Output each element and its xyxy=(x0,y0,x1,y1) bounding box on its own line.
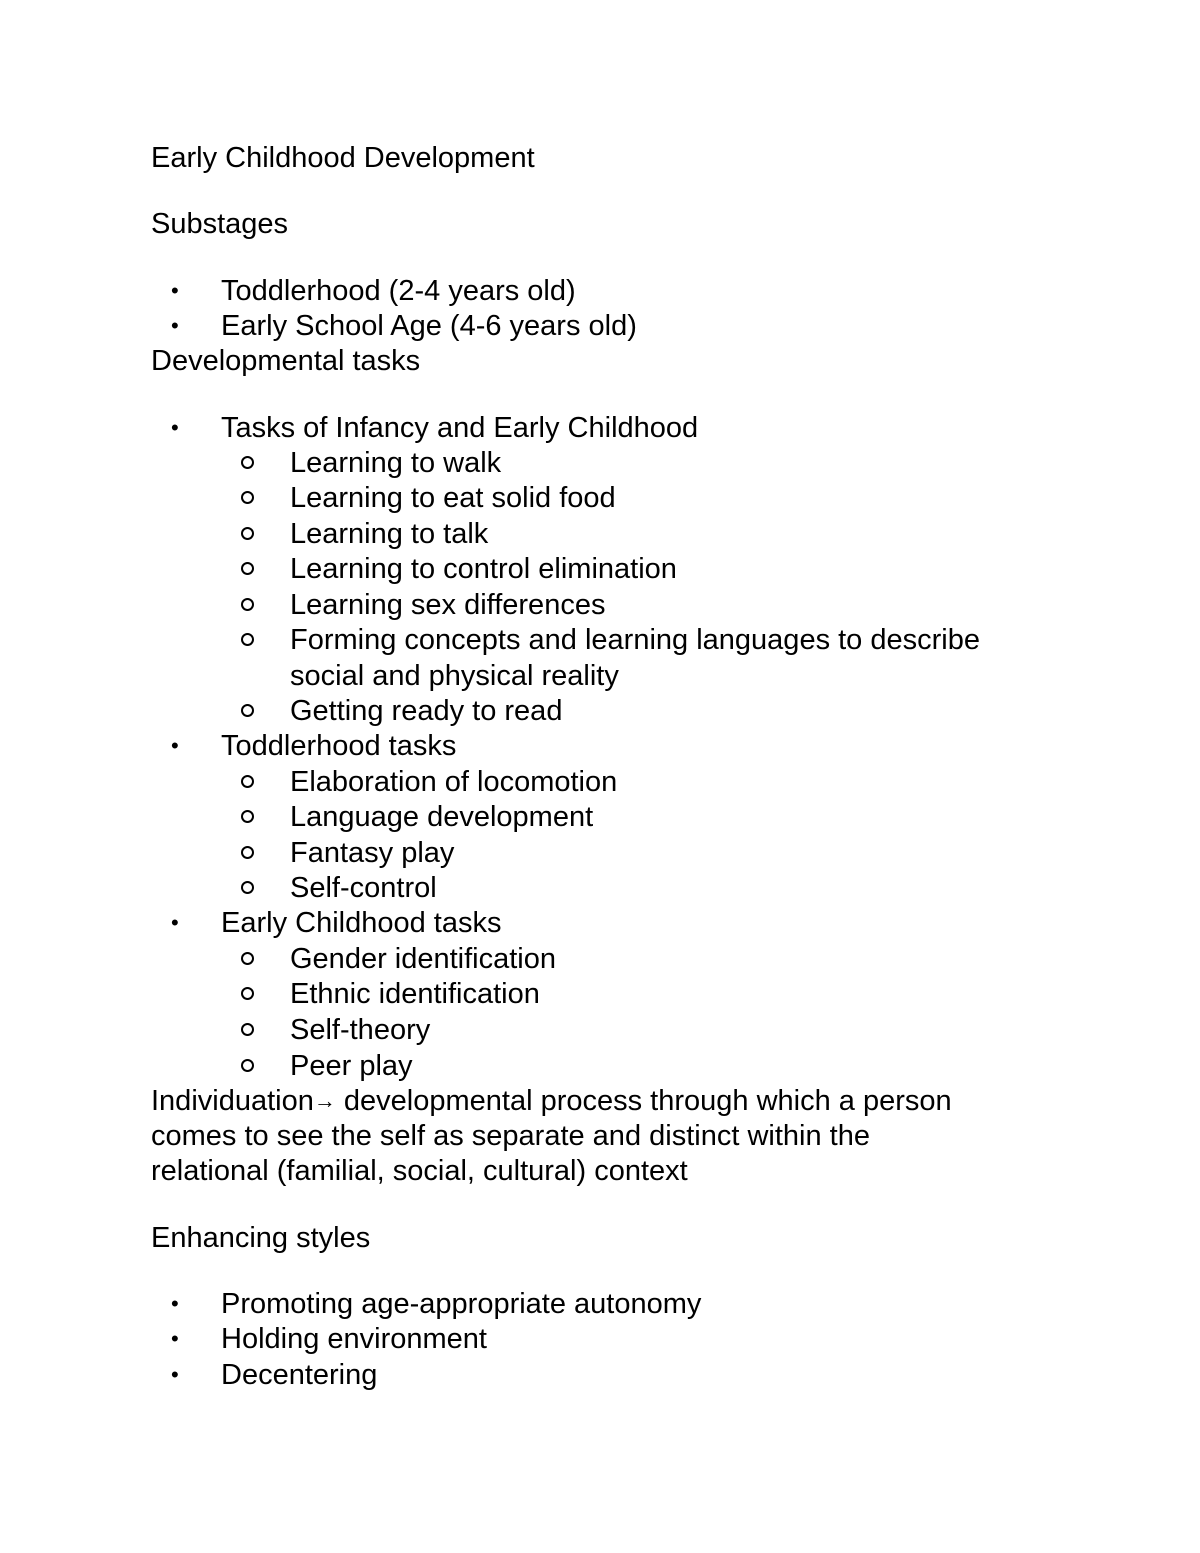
circle-bullet-icon xyxy=(241,1059,254,1072)
sub-list-item-text: social and physical reality xyxy=(290,660,619,692)
right-arrow-icon: → xyxy=(313,1088,336,1113)
bullet-icon: • xyxy=(171,415,179,440)
circle-bullet-icon xyxy=(241,633,254,646)
bullet-icon: • xyxy=(171,278,179,303)
list-item-text: Decentering xyxy=(221,1359,378,1391)
circle-bullet-icon xyxy=(241,810,254,823)
enhancing-heading: Enhancing styles xyxy=(151,1222,371,1254)
sub-list-item-text: Fantasy play xyxy=(290,837,455,869)
bullet-icon: • xyxy=(171,733,179,758)
sub-list-item-text: Learning to control elimination xyxy=(290,553,677,585)
list-item-text: Tasks of Infancy and Early Childhood xyxy=(221,412,699,444)
sub-list-item-text: Getting ready to read xyxy=(290,695,563,727)
sub-list-item-text: Elaboration of locomotion xyxy=(290,766,618,798)
bullet-icon: • xyxy=(171,1291,179,1316)
circle-bullet-icon xyxy=(241,846,254,859)
circle-bullet-icon xyxy=(241,562,254,575)
list-item-text: Early School Age (4-6 years old) xyxy=(221,310,637,342)
list-item-text: Toddlerhood tasks xyxy=(221,730,457,762)
individuation-definition-line-1 xyxy=(151,1083,952,1119)
sub-list-item-text: Gender identification xyxy=(290,943,556,975)
sub-list-item-text: Language development xyxy=(290,801,594,833)
substages-heading: Substages xyxy=(151,208,289,240)
bullet-icon: • xyxy=(171,313,179,338)
circle-bullet-icon xyxy=(241,491,254,504)
circle-bullet-icon xyxy=(241,987,254,1000)
circle-bullet-icon xyxy=(241,598,254,611)
sub-list-item-text: Learning sex differences xyxy=(290,589,606,621)
circle-bullet-icon xyxy=(241,704,254,717)
circle-bullet-icon xyxy=(241,456,254,469)
list-item-text: Early Childhood tasks xyxy=(221,907,502,939)
circle-bullet-icon xyxy=(241,775,254,788)
list-item-text: Holding environment xyxy=(221,1323,487,1355)
circle-bullet-icon xyxy=(241,881,254,894)
circle-bullet-icon xyxy=(241,952,254,965)
sub-list-item-text: Learning to walk xyxy=(290,447,502,479)
bullet-icon: • xyxy=(171,1326,179,1351)
circle-bullet-icon xyxy=(241,527,254,540)
list-item-text: Toddlerhood (2-4 years old) xyxy=(221,275,576,307)
sub-list-item-text: Learning to talk xyxy=(290,518,489,550)
individuation-definition-line-2: comes to see the self as separate and distinct within the xyxy=(151,1120,870,1152)
sub-list-item-text: Peer play xyxy=(290,1050,413,1082)
list-item-text: Promoting age-appropriate autonomy xyxy=(221,1288,702,1320)
sub-list-item-text: Learning to eat solid food xyxy=(290,482,616,514)
circle-bullet-icon xyxy=(241,1023,254,1036)
sub-list-item-text: Ethnic identification xyxy=(290,978,540,1010)
sub-list-item-text: Self-theory xyxy=(290,1014,431,1046)
developmental-heading: Developmental tasks xyxy=(151,345,421,377)
individuation-term: Individuation xyxy=(151,1085,314,1117)
bullet-icon: • xyxy=(171,910,179,935)
page-title: Early Childhood Development xyxy=(151,142,535,174)
individuation-definition-line-3: relational (familial, social, cultural) context xyxy=(151,1155,688,1187)
bullet-icon: • xyxy=(171,1362,179,1387)
sub-list-item-text: Forming concepts and learning languages to describe xyxy=(290,624,980,656)
sub-list-item-text: Self-control xyxy=(290,872,437,904)
individuation-text: developmental process through which a person xyxy=(335,1085,952,1117)
